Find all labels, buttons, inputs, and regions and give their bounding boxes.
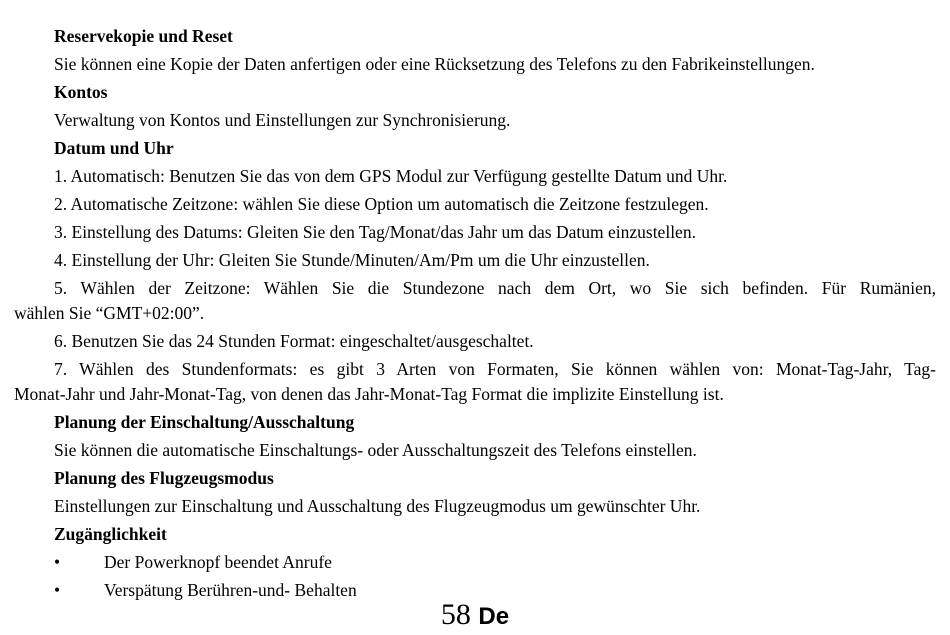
bullet-icon: • <box>54 552 61 572</box>
section-text-backup: Sie können eine Kopie der Daten anfertigen oder eine Rücksetzung des Telefons zu den Fabrikeinstellungen. <box>54 54 815 74</box>
section-title-datetime: Datum und Uhr <box>54 138 174 158</box>
section-text-accounts: Verwaltung von Kontos und Einstellungen zur Synchronisierung. <box>54 110 511 130</box>
page-number: 58 <box>440 598 471 631</box>
section-text-power-schedule: Sie können die automatische Einschaltungs- oder Ausschaltungszeit des Telefons einstellen. <box>54 440 697 460</box>
datetime-item-3: 3. Einstellung des Datums: Gleiten Sie den Tag/Monat/das Jahr um das Datum einzustellen. <box>54 222 696 242</box>
section-title-accessibility: Zugänglichkeit <box>54 524 167 544</box>
datetime-item-5-line1: 5. Wählen der Zeitzone: Wählen Sie die Stundezone nach dem Ort, wo Sie sich befinden. Für Rumänien, <box>54 278 936 298</box>
section-title-flight-mode: Planung des Flugzeugsmodus <box>54 468 274 488</box>
language-code: De <box>478 603 510 630</box>
accessibility-item-1: Der Powerknopf beendet Anrufe <box>104 552 332 572</box>
datetime-item-5-line2: wählen Sie “GMT+02:00”. <box>14 303 205 323</box>
page-footer <box>0 597 950 635</box>
datetime-item-7-line2: Monat-Jahr und Jahr-Monat-Tag, von denen das Jahr-Monat-Tag Format die implizite Einstellung ist. <box>14 384 724 404</box>
datetime-item-6: 6. Benutzen Sie das 24 Stunden Format: eingeschaltet/ausgeschaltet. <box>54 331 534 351</box>
datetime-item-4: 4. Einstellung der Uhr: Gleiten Sie Stunde/Minuten/Am/Pm um die Uhr einzustellen. <box>54 250 650 270</box>
section-title-power-schedule: Planung der Einschaltung/Ausschaltung <box>54 412 355 432</box>
datetime-item-7-line1: 7. Wählen des Stundenformats: es gibt 3 Arten von Formaten, Sie können wählen von: Monat-Tag-Jahr, Tag- <box>54 359 936 379</box>
datetime-item-1: 1. Automatisch: Benutzen Sie das von dem GPS Modul zur Verfügung gestellte Datum und Uhr. <box>54 166 728 186</box>
datetime-item-2: 2. Automatische Zeitzone: wählen Sie diese Option um automatisch die Zeitzone festzulegen. <box>54 194 709 214</box>
section-title-accounts: Kontos <box>54 82 108 102</box>
bullet-icon: • <box>54 580 61 600</box>
section-title-backup: Reservekopie und Reset <box>54 26 233 46</box>
accessibility-item-2: Verspätung Berühren-und- Behalten <box>104 580 357 600</box>
section-text-flight-mode: Einstellungen zur Einschaltung und Ausschaltung des Flugzeugmodus um gewünschter Uhr. <box>54 496 701 516</box>
